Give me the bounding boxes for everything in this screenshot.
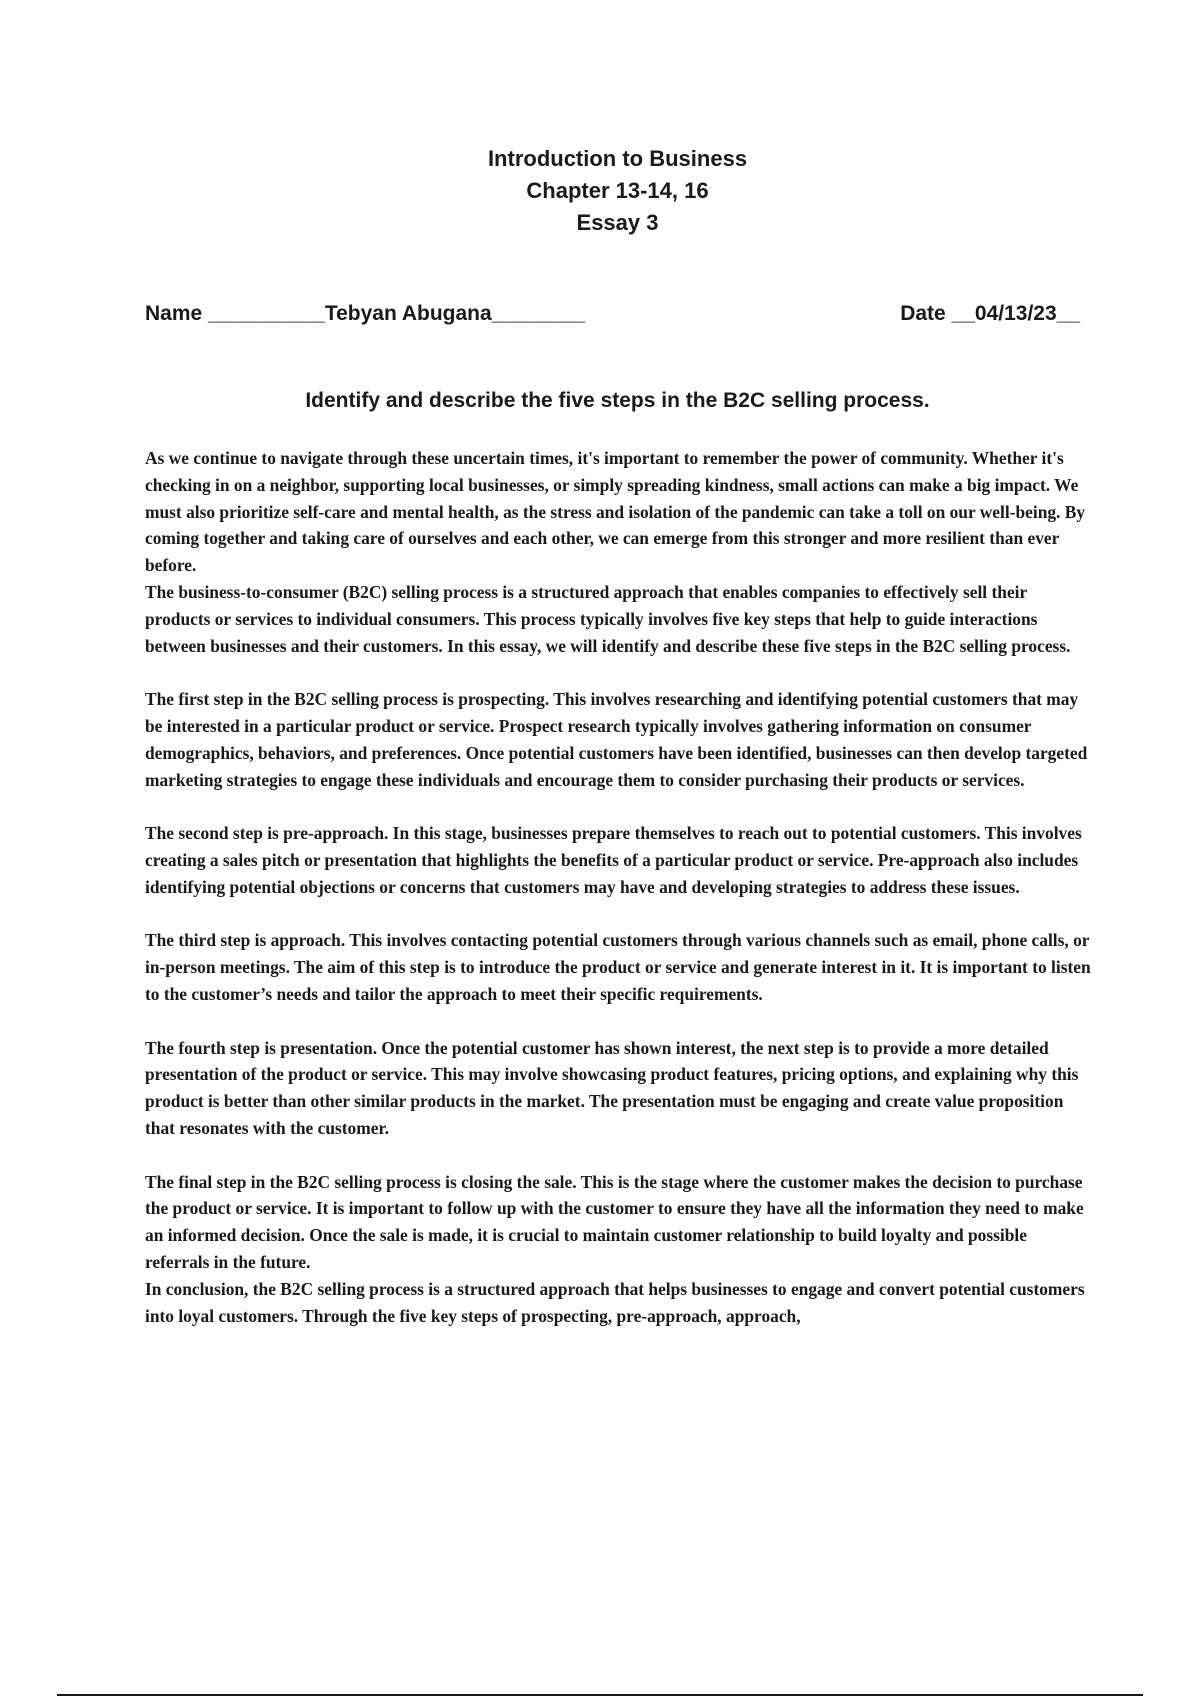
- paragraph-step-prospecting: The first step in the B2C selling process is prospecting. This involves researching and identifying potential customers that may be interested in a particular product or service. Prospect research typically involves gathering information on consumer demographics, behaviors, and preferences. Once potential customers have been identified, businesses can then develop targeted marketing strategies to engage these individuals and encourage them to consider purchasing their products or services.: [145, 689, 1088, 790]
- paragraph-step-approach: The third step is approach. This involves contacting potential customers through various channels such as email, phone calls, or in-person meetings. The aim of this step is to introduce the product or service and generate interest in it. It is important to listen to the customer’s needs and tailor the approach to meet their specific requirements.: [145, 930, 1091, 1004]
- chapter-title: Chapter 13-14, 16: [526, 178, 709, 203]
- paragraph-step-closing: The final step in the B2C selling process is closing the sale. This is the stage where the customer makes the decision to purchase the product or service. It is important to follow up with the customer to ensure they have all the information they need to make an informed decision. Once the sale is made, it is crucial to maintain customer relationship to build loyalty and possible referrals in the future.: [145, 1171, 1084, 1272]
- essay-title: Essay 3: [576, 210, 659, 235]
- paragraph-intro: The business-to-consumer (B2C) selling process is a structured approach that enables companies to effectively sell their products or services to individual consumers. This process typically involves five key steps that help to guide interactions between businesses and their customers. In this essay, we will identify and describe these five steps in the B2C selling process.: [145, 581, 1071, 656]
- paragraph-community: As we continue to navigate through these uncertain times, it's important to remember the power of community. Whether it's checking in on a neighbor, supporting local businesses, or simply spreading kindness, small actions can make a big impact. We must also prioritize self-care and mental health, as the stress and isolation of the pandemic can take a toll on our well-being. By coming together and taking care of ourselves and each other, we can emerge from this stronger and more resilient than ever before.: [145, 448, 1086, 576]
- essay-body: [145, 445, 1093, 1329]
- paragraph-step-presentation: The fourth step is presentation. Once the potential customer has shown interest, the next step is to provide a more detailed presentation of the product or service. This may involve showcasing product features, pricing options, and explaining why this product is better than other similar products in the market. The presentation must be engaging and create value proposition that resonates with the customer.: [145, 1037, 1079, 1138]
- document-header: [0, 143, 1200, 239]
- course-title: Introduction to Business: [487, 146, 748, 171]
- paragraph-step-pre-approach: The second step is pre-approach. In this stage, businesses prepare themselves to reach out to potential customers. This involves creating a sales pitch or presentation that highlights the benefits of a particular product or service. Pre-approach also includes identifying potential objections or concerns that customers may have and developing strategies to address these issues.: [145, 823, 1082, 897]
- essay-question: Identify and describe the five steps in the B2C selling process.: [305, 389, 930, 412]
- page-bottom-divider: [57, 1694, 1143, 1696]
- date-line: Date __04/13/23__: [900, 302, 1080, 325]
- student-name-line: Name __________Tebyan Abugana________: [145, 302, 586, 325]
- paragraph-conclusion: In conclusion, the B2C selling process is a structured approach that helps businesses to engage and convert potential customers into loyal customers. Through the five key steps of prospecting, pre-approach, approach,: [145, 1278, 1085, 1326]
